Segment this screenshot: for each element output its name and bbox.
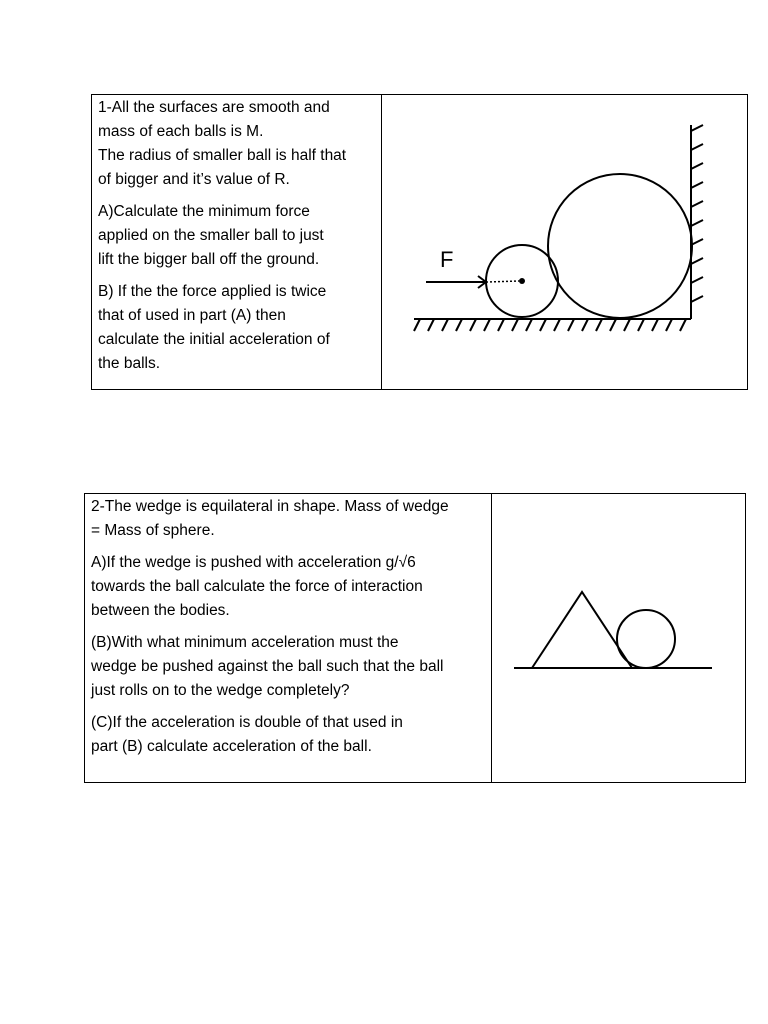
question-1-figure-cell: [382, 95, 748, 390]
q1-line: applied on the smaller ball to just: [98, 227, 324, 244]
q2-paragraph-part-a: [91, 551, 485, 623]
question-2-table: [84, 493, 746, 783]
q1-line: A)Calculate the minimum force: [98, 203, 310, 220]
question-1-figure: [382, 95, 747, 389]
q1-line: 1-All the surfaces are smooth and: [98, 99, 330, 116]
sphere: [617, 610, 675, 668]
q2-paragraph-intro: [91, 495, 485, 543]
q1-paragraph-part-a: [98, 200, 375, 272]
q2-paragraph-part-b: [91, 631, 485, 703]
q2-line: (B)With what minimum acceleration must the: [91, 634, 399, 651]
question-2-text: [85, 494, 491, 759]
q2-line: A)If the wedge is pushed with acceleration g/√6: [91, 554, 416, 571]
question-1-text-cell: [92, 95, 382, 390]
question-2-text-cell: [85, 494, 492, 783]
question-1-text: [92, 95, 381, 376]
wedge-ball-diagram: [492, 494, 746, 782]
question-1-table: [91, 94, 748, 390]
dotted-line: [486, 281, 519, 282]
q2-line: towards the ball calculate the force of interaction: [91, 578, 423, 595]
q1-line: mass of each balls is M.: [98, 123, 264, 140]
q2-line: 2-The wedge is equilateral in shape. Mass of wedge: [91, 498, 449, 515]
ground-hatching: [414, 319, 691, 331]
balls-wall-diagram: [382, 95, 748, 389]
small-ball-center: [519, 278, 525, 284]
q1-line: of bigger and it’s value of R.: [98, 171, 290, 188]
q2-line: part (B) calculate acceleration of the ball.: [91, 738, 372, 755]
force-label: F: [440, 247, 454, 272]
q1-paragraph-intro: [98, 96, 375, 192]
q1-line: that of used in part (A) then: [98, 307, 286, 324]
q1-paragraph-part-b: [98, 280, 375, 376]
q1-line: calculate the initial acceleration of: [98, 331, 330, 348]
q1-line: lift the bigger ball off the ground.: [98, 251, 320, 268]
q1-line: the balls.: [98, 355, 161, 372]
q1-line: The radius of smaller ball is half that: [98, 147, 347, 164]
q2-paragraph-part-c: [91, 711, 485, 759]
big-ball: [548, 174, 692, 318]
equilateral-wedge: [532, 592, 632, 668]
q2-line: just rolls on to the wedge completely?: [91, 682, 350, 699]
q2-line: (C)If the acceleration is double of that used in: [91, 714, 403, 731]
q1-line: B) If the the force applied is twice: [98, 283, 327, 300]
wall-hatching: [691, 125, 703, 319]
question-2-figure: [492, 494, 745, 782]
q2-line: between the bodies.: [91, 602, 230, 619]
q2-line: = Mass of sphere.: [91, 522, 215, 539]
question-2-figure-cell: [492, 494, 746, 783]
q2-line: wedge be pushed against the ball such that the ball: [91, 658, 444, 675]
